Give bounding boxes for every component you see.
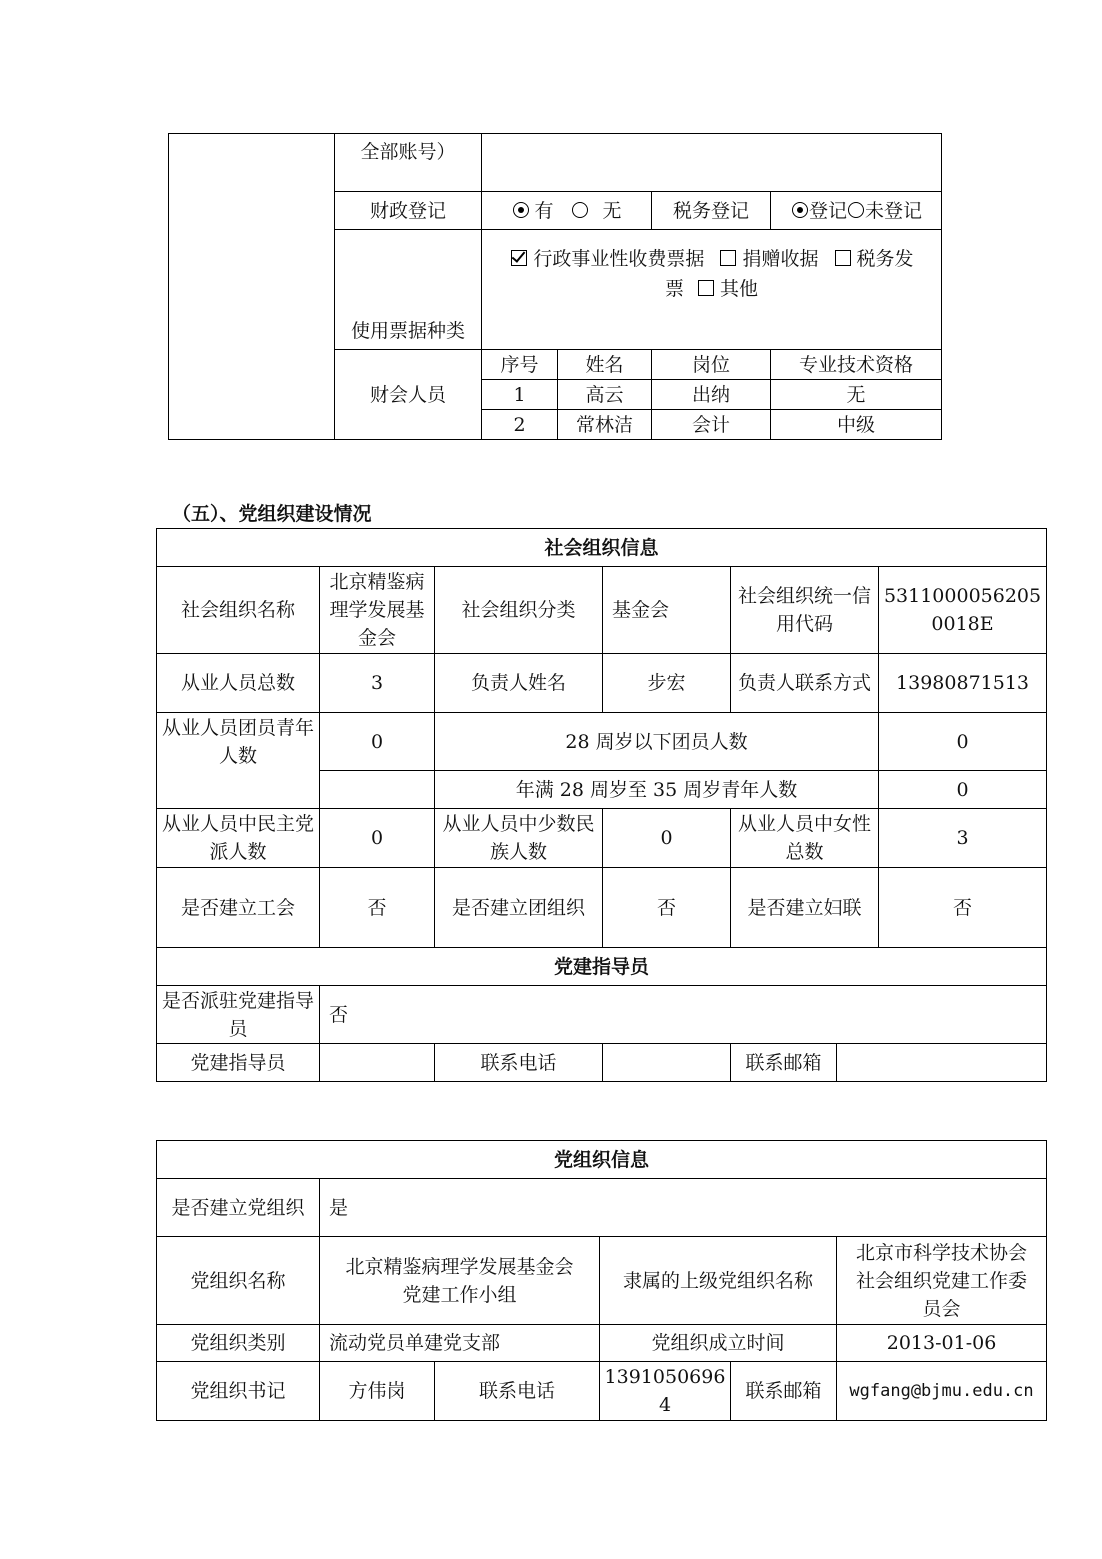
party-org-title: 党组织信息 [157, 1141, 1047, 1179]
finance-table [168, 133, 942, 440]
staff-total-value: 3 [320, 654, 435, 713]
org-category-label: 社会组织分类 [435, 567, 603, 654]
instructor-title: 党建指导员 [157, 948, 1047, 986]
party-name-label: 党组织名称 [157, 1237, 320, 1325]
female-label: 从业人员中女性总数 [731, 809, 879, 868]
female-value: 3 [879, 809, 1047, 868]
party-established-label: 是否建立党组织 [157, 1179, 320, 1237]
receipt-other-label: 其他 [720, 278, 759, 300]
minority-label: 从业人员中少数民族人数 [435, 809, 603, 868]
party-secretary-value: 方伟岗 [320, 1362, 435, 1421]
age-row-blank-2 [320, 771, 435, 809]
union-value: 否 [320, 868, 435, 948]
party-phone-value: 13910506964 [600, 1362, 731, 1421]
women-fed-label: 是否建立妇联 [731, 868, 879, 948]
union-label: 是否建立工会 [157, 868, 320, 948]
party-founded-value: 2013-01-06 [837, 1325, 1047, 1362]
tax-reg-options [771, 192, 942, 230]
league-label: 从业人员团员青年人数 [157, 713, 320, 771]
leader-value: 步宏 [603, 654, 731, 713]
receipt-donation-checkbox-icon[interactable] [720, 250, 736, 266]
instructor-phone-value [603, 1044, 731, 1082]
staff-cell: 会计 [652, 410, 771, 440]
blank-left-column [169, 134, 335, 440]
credit-code-value: 53110000562050018E [879, 567, 1047, 654]
age-row-blank-1 [157, 771, 320, 809]
party-email-label: 联系邮箱 [731, 1362, 837, 1421]
receipts-label: 使用票据种类 [335, 230, 482, 350]
receipt-donation-label: 捐赠收据 [742, 248, 819, 270]
receipt-admin-label: 行政事业性收费票据 [533, 248, 705, 270]
party-org-table [156, 1140, 1047, 1421]
league-value: 0 [320, 713, 435, 771]
democratic-label: 从业人员中民主党派人数 [157, 809, 320, 868]
staff-total-label: 从业人员总数 [157, 654, 320, 713]
fiscal-reg-label: 财政登记 [335, 192, 482, 230]
staff-header-name: 姓名 [558, 350, 652, 380]
section-heading: （五）、党组织建设情况 [172, 503, 372, 525]
party-established-value: 是 [320, 1179, 1047, 1237]
instructor-label: 党建指导员 [157, 1044, 320, 1082]
leader-label: 负责人姓名 [435, 654, 603, 713]
party-superior-label: 隶属的上级党组织名称 [600, 1237, 837, 1325]
leader-contact-label: 负责人联系方式 [731, 654, 879, 713]
under28-label: 28 周岁以下团员人数 [435, 713, 879, 771]
staff-cell: 1 [482, 380, 558, 410]
party-phone-label: 联系电话 [435, 1362, 600, 1421]
staff-cell: 高云 [558, 380, 652, 410]
minority-value: 0 [603, 809, 731, 868]
league-org-value: 否 [603, 868, 731, 948]
party-founded-label: 党组织成立时间 [600, 1325, 837, 1362]
receipt-tax-checkbox-icon[interactable] [835, 250, 851, 266]
tax-registered-radio-icon[interactable] [792, 202, 808, 218]
fiscal-no-radio-icon[interactable] [572, 202, 588, 218]
instructor-phone-label: 联系电话 [435, 1044, 603, 1082]
tax-unregistered-label: 未登记 [865, 199, 923, 222]
league-org-label: 是否建立团组织 [435, 868, 603, 948]
fiscal-reg-options [482, 192, 652, 230]
tax-registered-label: 登记 [808, 199, 847, 222]
democratic-value: 0 [320, 809, 435, 868]
instructor-sent-value: 否 [320, 986, 1047, 1044]
staff-cell: 出纳 [652, 380, 771, 410]
under28-value: 0 [879, 713, 1047, 771]
instructor-email-label: 联系邮箱 [731, 1044, 837, 1082]
staff-header-qual: 专业技术资格 [771, 350, 942, 380]
staff-header-no: 序号 [482, 350, 558, 380]
receipt-tax-label-b: 票 [664, 278, 684, 300]
receipt-tax-label-a: 税务发 [856, 248, 914, 270]
fiscal-yes-radio-icon[interactable] [513, 202, 529, 218]
instructor-value [320, 1044, 435, 1082]
social-org-title: 社会组织信息 [157, 529, 1047, 567]
staff-header-post: 岗位 [652, 350, 771, 380]
credit-code-label: 社会组织统一信用代码 [731, 567, 879, 654]
instructor-email-value [837, 1044, 1047, 1082]
party-superior-value: 北京市科学技术协会社会组织党建工作委员会 [837, 1237, 1047, 1325]
party-name-value: 北京精鉴病理学发展基金会党建工作小组 [320, 1237, 600, 1325]
staff-cell: 无 [771, 380, 942, 410]
receipts-options [482, 230, 942, 350]
social-org-table [156, 528, 1047, 1082]
account-label-tail: 全部账号） [335, 134, 482, 192]
receipt-admin-checkbox-icon[interactable] [511, 250, 527, 266]
org-name-value: 北京精鉴病理学发展基金会 [320, 567, 435, 654]
org-name-label: 社会组织名称 [157, 567, 320, 654]
party-secretary-label: 党组织书记 [157, 1362, 320, 1421]
receipt-other-checkbox-icon[interactable] [698, 280, 714, 296]
staff-cell: 常林洁 [558, 410, 652, 440]
party-type-label: 党组织类别 [157, 1325, 320, 1362]
women-fed-value: 否 [879, 868, 1047, 948]
account-value [482, 134, 942, 192]
staff-label: 财会人员 [335, 350, 482, 440]
age28to35-value: 0 [879, 771, 1047, 809]
age28to35-label: 年满 28 周岁至 35 周岁青年人数 [435, 771, 879, 809]
party-type-value: 流动党员单建党支部 [320, 1325, 600, 1362]
tax-reg-label: 税务登记 [652, 192, 771, 230]
fiscal-no-label: 无 [602, 199, 622, 222]
party-email-value: wgfang@bjmu.edu.cn [837, 1362, 1047, 1421]
tax-unregistered-radio-icon[interactable] [848, 202, 864, 218]
leader-contact-value: 13980871513 [879, 654, 1047, 713]
org-category-value: 基金会 [603, 567, 731, 654]
instructor-sent-label: 是否派驻党建指导员 [157, 986, 320, 1044]
fiscal-yes-label: 有 [534, 199, 554, 222]
staff-cell: 2 [482, 410, 558, 440]
staff-cell: 中级 [771, 410, 942, 440]
